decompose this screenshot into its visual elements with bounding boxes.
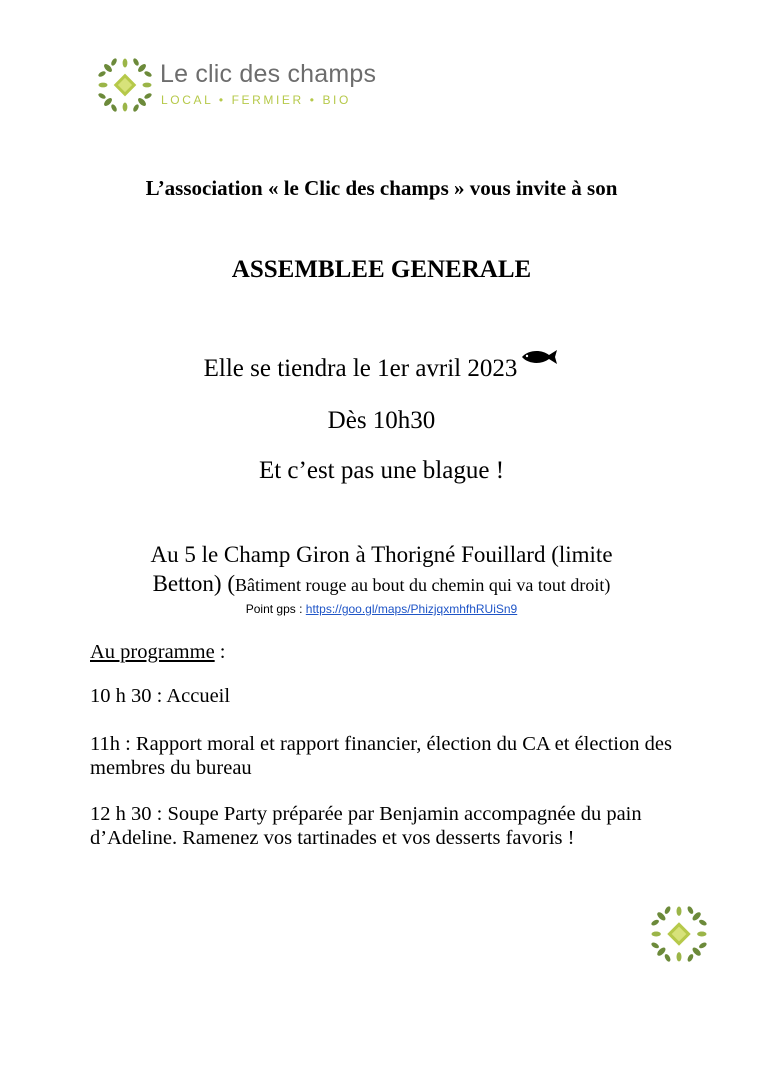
program-item-2: 11h : Rapport moral et rapport financier, élection du CA et élection des membres du bureau — [90, 733, 672, 779]
leaf-cross-icon — [98, 58, 152, 112]
gps-label: Point gps : — [245, 602, 306, 616]
date-line — [0, 355, 763, 383]
address-line-2 — [0, 571, 763, 597]
address-line-1: Au 5 le Champ Giron à Thorigné Fouillard (limite — [150, 542, 613, 567]
gps-line — [0, 602, 763, 616]
program-heading — [90, 640, 690, 664]
joke-line: Et c’est pas une blague ! — [258, 457, 505, 484]
program-label-suffix: : — [214, 641, 226, 663]
logo — [98, 58, 398, 114]
address-line-2-start: Betton) ( — [152, 571, 235, 596]
program-label: Au programme — [90, 641, 215, 663]
gps-link[interactable]: https://goo.gl/maps/PhizjqxmhfhRUiSn9 — [305, 602, 518, 616]
logo-name: Le clic des champs — [160, 60, 377, 88]
address-directions: Bâtiment rouge au bout du chemin qui va tout droit) — [234, 575, 611, 595]
time-line: Dès 10h30 — [327, 407, 436, 434]
program-item-3: 12 h 30 : Soupe Party préparée par Benjamin accompagnée du pain d’Adeline. Ramenez vos tartinades et vos desserts favoris ! — [90, 803, 642, 849]
program-item-1: 10 h 30 : Accueil — [90, 685, 231, 707]
date-text: Elle se tiendra le 1er avril 2023 — [203, 355, 518, 382]
page-title: ASSEMBLEE GENERALE — [231, 256, 532, 283]
logo-tagline: LOCAL • FERMIER • BIO — [161, 93, 351, 107]
fish-icon — [519, 347, 559, 367]
leaf-cross-icon-bottom — [651, 906, 707, 962]
invite-line: L’association « le Clic des champs » vous invite à son — [145, 176, 618, 200]
